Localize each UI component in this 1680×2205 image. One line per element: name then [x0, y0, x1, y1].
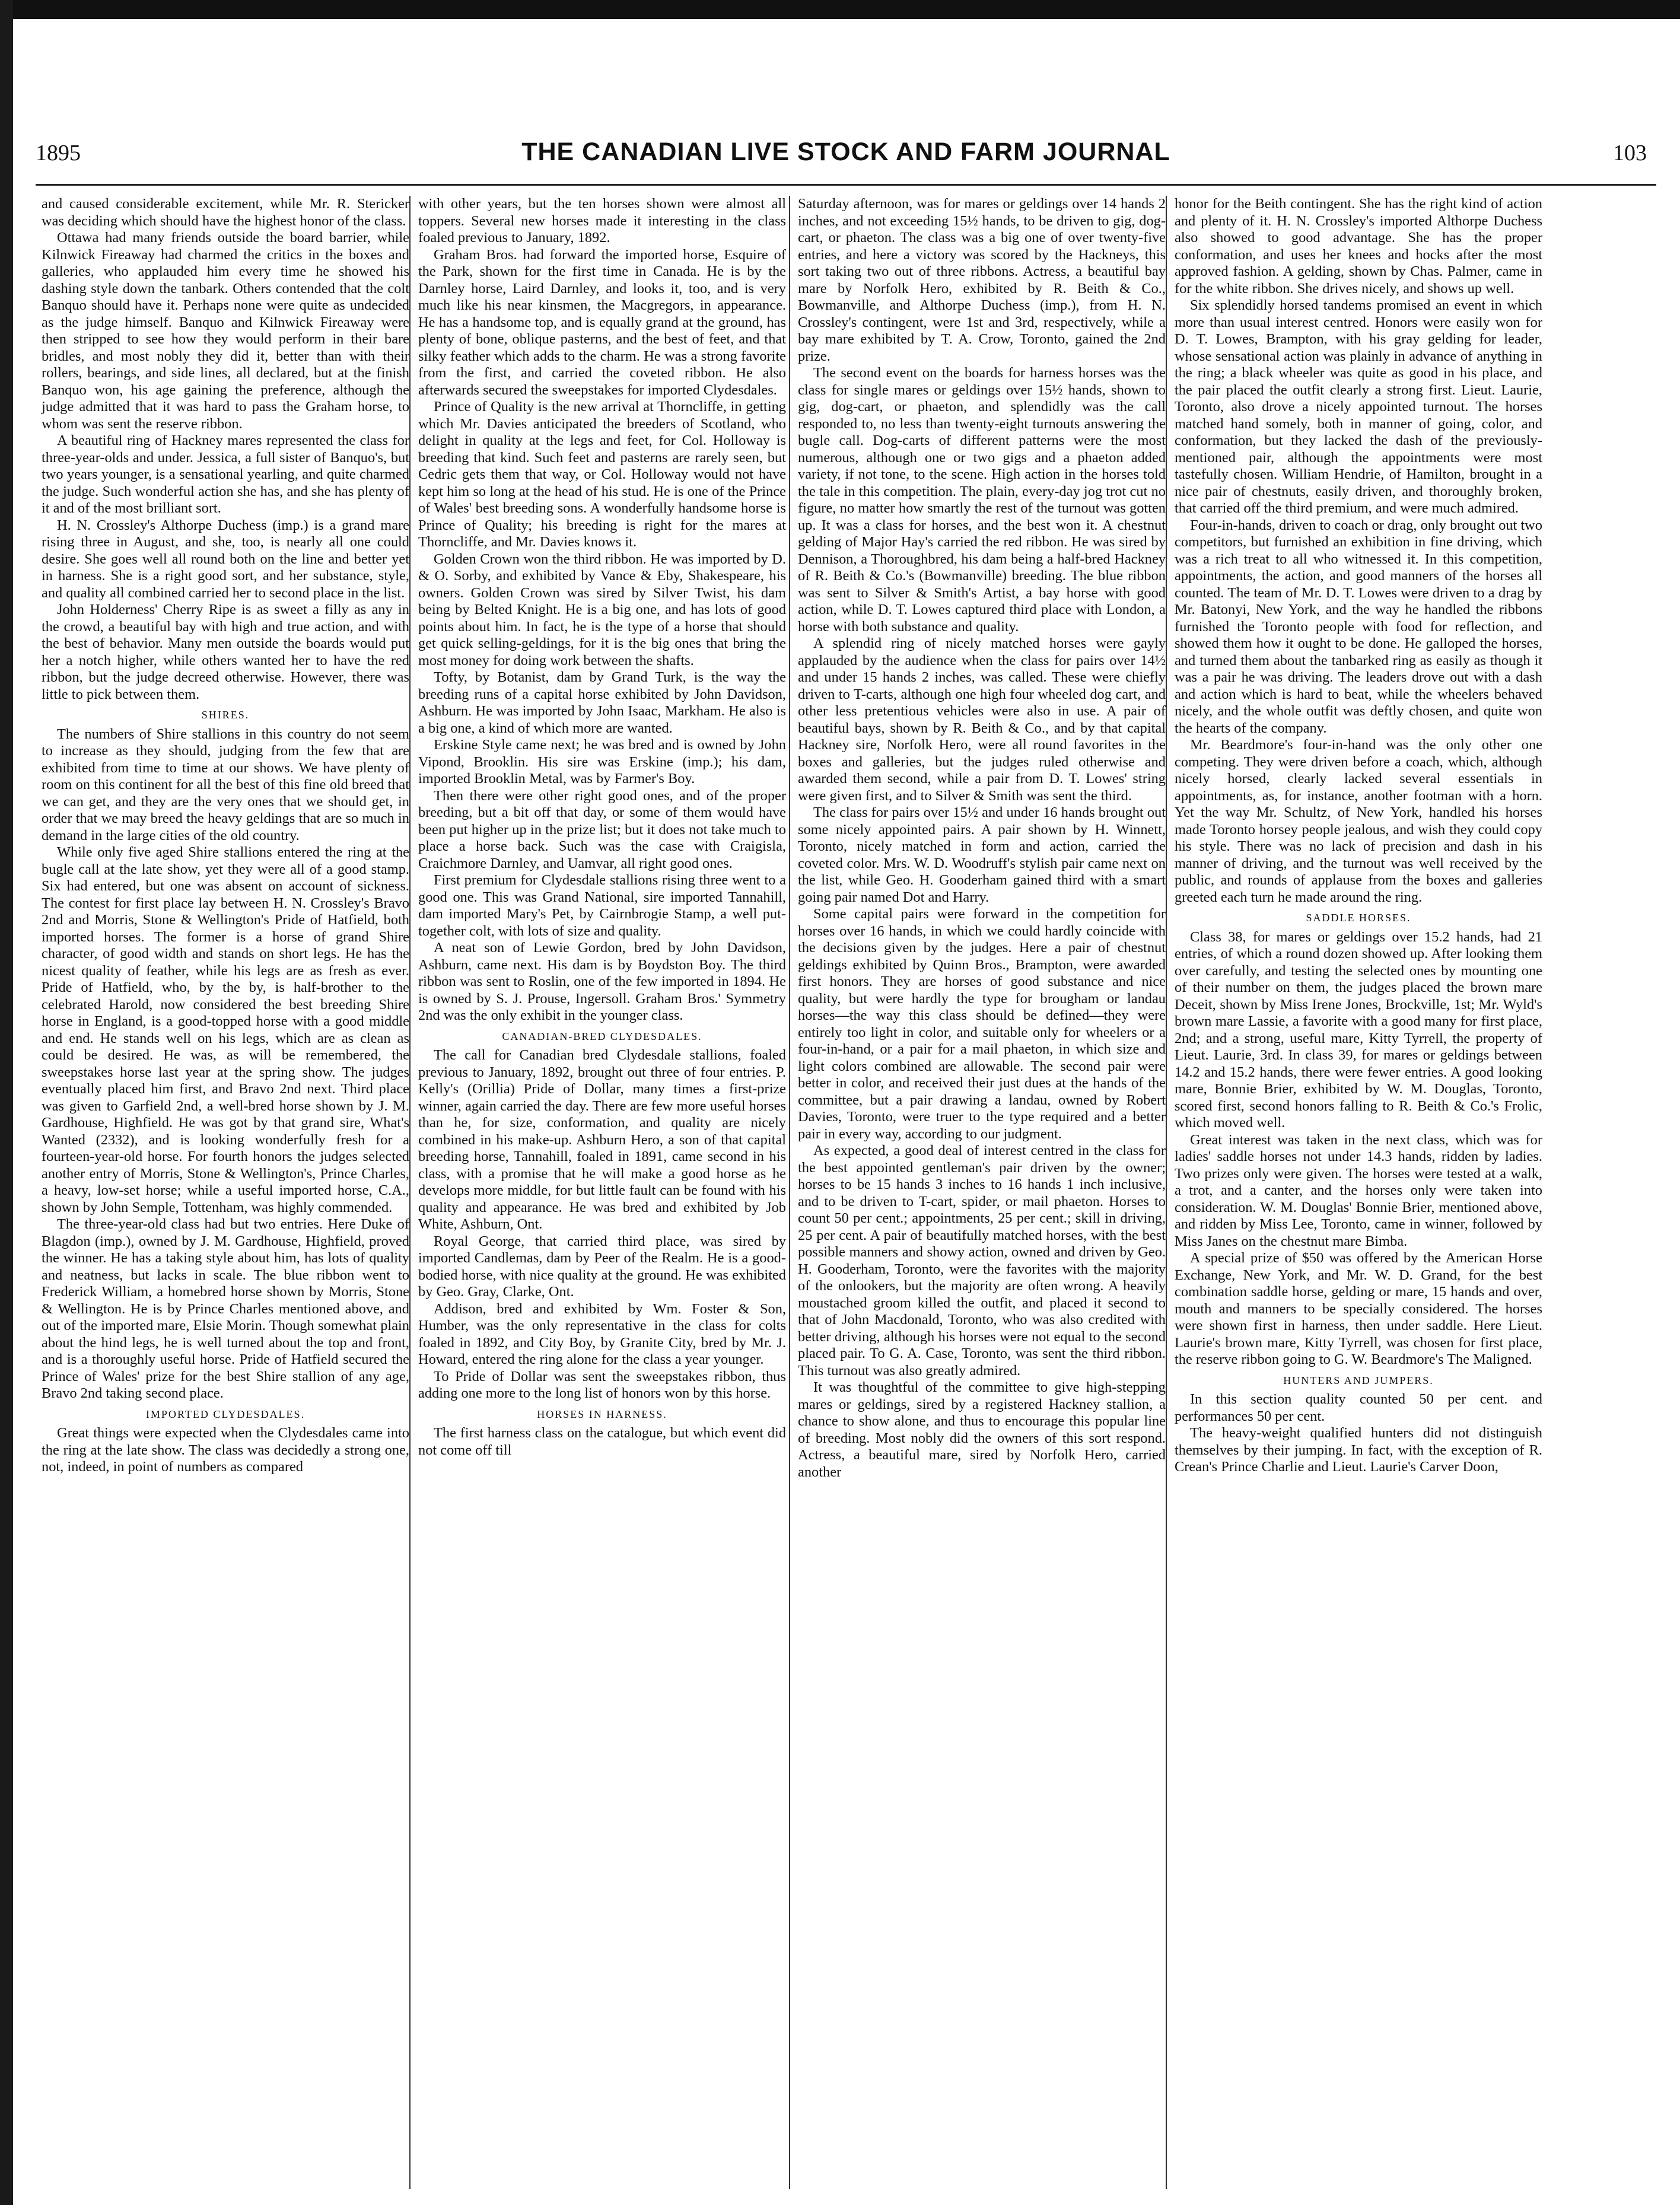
paragraph: The heavy-weight qualified hunters did not distinguish themselves by their jumping. In fact, with the exception of R. Crean's Prince Charlie and Lieut. Laurie's Carver Doon, [1175, 1425, 1542, 1475]
paragraph: A neat son of Lewie Gordon, bred by John Davidson, Ashburn, came next. His dam is by Boydston Boy. The third ribbon was sent to Roslin, one of the few imported in 1894. He is owned by S. J. Prouse, Ingersoll. Graham Bros.' Symmetry 2nd was the only exhibit in the younger class. [418, 940, 786, 1023]
paragraph: A special prize of $50 was offered by the American Horse Exchange, New York, and Mr. W. D. Grand, for the best combination saddle horse, gelding or mare, 15 hands and over, mouth and manners to be specially considered. The horses were shown first in harness, then under saddle. Here Lieut. Laurie's brown mare, Kitty Tyrrell, was chosen for first place, the reserve ribbon going to G. W. Beardmore's The Maligned. [1175, 1250, 1542, 1367]
section-heading: HUNTERS AND JUMPERS. [1283, 1374, 1434, 1386]
scan-edge-top [0, 0, 1680, 19]
paragraph: Class 38, for mares or geldings over 15.2 hands, had 21 entries, of which a round dozen showed up. After looking them over carefully, and testing the selected ones by mounting one of their number on them, the judges placed the brown mare Deceit, shown by Miss Irene Jones, Brockville, 1st; Mr. Wyld's brown mare Lassie, a favorite with a good many for first place, 2nd; and a strong, useful mare, Kitty Tyrrell, the property of Lieut. Laurie, 3rd. In class 39, for mares or geldings between 14.2 and 15.2 hands, there were fewer entries. A good looking mare, Bonnie Brier, exhibited by W. M. Douglas, Toronto, scored first, second honors falling to R. Beith & Co.'s Frolic, which moved well. [1175, 928, 1542, 1131]
paragraph: The class for pairs over 15½ and under 16 hands brought out some nicely appointed pairs. A pair shown by H. Winnett, Toronto, nicely matched in form and action, carried the coveted color. Mrs. W. D. Woodruff's stylish pair came next on the list, while Geo. H. Gooderham gained third with a smart going pair named Dot and Harry. [798, 804, 1166, 905]
column-4 [1175, 196, 1542, 1476]
paragraph: Tofty, by Botanist, dam by Grand Turk, is the way the breeding runs of a capital horse exhibited by John Davidson, Ashburn. He was imported by John Isaac, Markham. He also is a big one, a kind of which more are wanted. [418, 669, 786, 736]
paragraph: A splendid ring of nicely matched horses were gayly applauded by the audience when the class for pairs over 14½ and under 15 hands 2 inches, was called. These were chiefly driven to T-carts, although one high four wheeled dog cart, and other less pretentious vehicles were also in use. A pair of beautiful bays, shown by R. Beith & Co., and by that capital Hackney sire, Norfolk Hero, were all round favorites in the boxes and galleries, but the judges ruled otherwise and awarded them second, while a pair from D. T. Lowes' string were given first, and to Silver & Smith was sent the third. [798, 635, 1166, 804]
paragraph: John Holderness' Cherry Ripe is as sweet a filly as any in the crowd, a beautiful bay with high and true action, and with the best of behavior. Many men outside the boards would put her a notch higher, while others wanted her to have the red ribbon, but the judge decreed otherwise. However, there was little to pick between them. [42, 602, 409, 702]
paragraph: Graham Bros. had forward the imported horse, Esquire of the Park, shown for the first time in Canada. He is by the Darnley horse, Laird Darnley, and looks it, too, and is very much like his near kinsmen, the Macgregors, in appearance. He has a handsome top, and is equally grand at the ground, has plenty of bone, oblique pasterns, and the best of feet, and that silky feather which adds to the charm. He was a strong favorite from the first, and carried the coveted ribbon. He also afterwards secured the sweepstakes for imported Clydesdales. [418, 246, 786, 398]
column-2 [418, 196, 786, 1459]
paragraph: It was thoughtful of the committee to give high-stepping mares or geldings, sired by a registered Hackney stallion, a chance to show alone, and thus to encourage this popular line of breeding. Most nobly did the owners of this sort respond. Actress, a beautiful mare, sired by Norfolk Hero, carried another [798, 1379, 1166, 1480]
paragraph: In this section quality counted 50 per cent. and performances 50 per cent. [1175, 1391, 1542, 1424]
paragraph: Ottawa had many friends outside the board barrier, while Kilnwick Fireaway had charmed the critics in the boxes and galleries, who applauded him every time he showed his dashing style down the tanbark. Others contended that the colt Banquo should have it. Perhaps none were quite as undecided as the judge himself. Banquo and Kilnwick Fireaway were then stripped to see how they would perform in their bare bridles, and most nobly they did it, better than with their rollers, bearings, and side lines, all declared, but at the finish Banquo won, his age gaining the preference, although the judge admitted that it was hard to pass the Graham horse, to whom was sent the reserve ribbon. [42, 230, 409, 432]
page-year: 1895 [36, 141, 81, 166]
section-heading: HORSES IN HARNESS. [537, 1408, 667, 1420]
paragraph: Then there were other right good ones, and of the proper breeding, but a bit off that day, or some of them would have been put higher up in the prize list; but it does not take much to place a horse back. Such was the case with Craigisla, Craichmore Darnley, and Uamvar, all right good ones. [418, 787, 786, 871]
paragraph: Great interest was taken in the next class, which was for ladies' saddle horses not under 14.3 hands, ridden by ladies. Two prizes only were given. The horses were tested at a walk, a trot, and a canter, and the horses only were taken into consideration. W. M. Douglas' Bonnie Brier, mentioned above, and ridden by Miss Lee, Toronto, came in winner, followed by Miss Janes on the chestnut mare Bimba. [1175, 1131, 1542, 1249]
column-divider [789, 196, 790, 2189]
section-heading: IMPORTED CLYDESDALES. [145, 1408, 306, 1420]
paragraph: While only five aged Shire stallions entered the ring at the bugle call at the late show, yet they were all of a good stamp. Six had entered, but one was absent on account of sickness. The contest for first place lay between H. N. Crossley's Bravo 2nd and Morris, Stone & Wellington's Pride of Hatfield, both imported horses. The former is a horse of grand Shire character, of good width and stands on short legs. He has the nicest quality of feather, while his legs are as fresh as ever. Pride of Hatfield, who, by the by, is half-brother to the celebrated Harold, now considered the best breeding Shire horse in England, is a good-topped horse with a good middle and end. He stands well on his legs, which are as clean as could be desired. He was, as will be remembered, the sweepstakes horse last year at the spring show. The judges eventually placed him first, and Bravo 2nd next. Third place was given to Garfield 2nd, a well-bred horse shown by J. M. Gardhouse, Highfield. He was got by that grand sire, What's Wanted (2332), and is looking wonderfully fresh for a fourteen-year-old horse. For fourth honors the judges selected another entry of Morris, Stone & Wellington's, Prince Charles, a heavy, low-set horse; while a useful imported horse, C.A., shown by John Semple, Tottenham, was highly commended. [42, 844, 409, 1216]
paragraph: Prince of Quality is the new arrival at Thorncliffe, in getting which Mr. Davies anticipated the breeders of Scotland, who delight in quality at the legs and feet, for Col. Holloway is breeding that kind. Such feet and pasterns are rarely seen, but Cedric gets them that way, or Col. Holloway would not have kept him so long at the head of his stud. He is one of the Prince of Wales' best breeding sons. A wonderfully handsome horse is Prince of Quality; his breeding is right for the mares at Thorncliffe, and Mr. Davies knows it. [418, 399, 786, 550]
column-3 [798, 196, 1166, 1481]
paragraph: The call for Canadian bred Clydesdale stallions, foaled previous to January, 1892, brought out three of four entries. P. Kelly's (Orillia) Pride of Dollar, many times a first-prize winner, again carried the day. There are few more useful horses than he, for size, conformation, and quality are nicely combined in his make-up. Ashburn Hero, a son of that capital breeding horse, Tannahill, foaled in 1891, came second in his class, with a promise that he will make a good horse as he develops more middle, for but little fault can be found with his quality and appearance. He was bred and exhibited by Job White, Ashburn, Ont. [418, 1047, 786, 1232]
paragraph: H. N. Crossley's Althorpe Duchess (imp.) is a grand mare rising three in August, and she, too, is nearly all one could desire. She goes well all round both on the line and better yet in harness. She is a right good sort, and her substance, style, and quality all combined carried her to second place in the list. [42, 517, 409, 601]
scan-edge-left [0, 0, 13, 2205]
paragraph: First premium for Clydesdale stallions rising three went to a good one. This was Grand National, sire imported Tannahill, dam imported Mary's Pet, by Cairnbrogie Stamp, a well put-together colt, with lots of size and quality. [418, 872, 786, 939]
paragraph: The three-year-old class had but two entries. Here Duke of Blagdon (imp.), owned by J. M. Gardhouse, Highfield, proved the winner. He has a taking style about him, has lots of quality and neatness, but lacks in scale. The blue ribbon went to Frederick William, a homebred horse shown by Morris, Stone & Wellington. He is by Prince Charles mentioned above, and out of the imported mare, Elsie Morin. Though somewhat plain about the hind legs, he is well turned about the top and front, and is a thoroughly useful horse. Pride of Hatfield secured the Prince of Wales' prize for the best Shire stallion of any age, Bravo 2nd taking second place. [42, 1216, 409, 1401]
column-divider [1166, 196, 1167, 2189]
paragraph: A beautiful ring of Hackney mares represented the class for three-year-olds and under. Jessica, a full sister of Banquo's, but two years younger, is a sensational yearling, and quite charmed the judge. Such wonderful action she has, and she has plenty of it and of the most brilliant sort. [42, 432, 409, 516]
paragraph: Great things were expected when the Clydesdales came into the ring at the late show. The class was decidedly a strong one, not, indeed, in point of numbers as compared [42, 1425, 409, 1475]
paragraph: The first harness class on the catalogue, but which event did not come off till [418, 1425, 786, 1458]
paragraph: Royal George, that carried third place, was sired by imported Candlemas, dam by Peer of the Realm. He is a good-bodied horse, with nice quality at the ground. He was exhibited by Geo. Gray, Clarke, Ont. [418, 1233, 786, 1300]
column-1 [42, 196, 409, 1476]
paragraph: honor for the Beith contingent. She has the right kind of action and plenty of it. H. N. Crossley's imported Althorpe Duchess also showed to good advantage. She has the proper conformation, and uses her knees and hocks after the most approved fashion. A gelding, shown by Chas. Palmer, came in for the white ribbon. She drives nicely, and shows up well. [1175, 196, 1542, 297]
section-heading: CANADIAN-BRED CLYDESDALES. [502, 1030, 702, 1042]
paragraph: Golden Crown won the third ribbon. He was imported by D. & O. Sorby, and exhibited by Vance & Eby, Shakespeare, his owners. Golden Crown was sired by Silver Twist, his dam being by Belted Knight. He is a big one, and has lots of good points about him. In fact, he is the type of a horse that should get quick selling-geldings, for it is the big ones that bring the most money for doing work between the shafts. [418, 551, 786, 669]
paragraph: Addison, bred and exhibited by Wm. Foster & Son, Humber, was the only representative in the class for colts foaled in 1892, and City Boy, by Granite City, bred by Mr. J. Howard, entered the ring alone for the class a year younger. [418, 1300, 786, 1367]
page-header [36, 138, 1656, 179]
paragraph: Saturday afternoon, was for mares or geldings over 14 hands 2 inches, and not exceeding 15½ hands, to be driven to gig, dog-cart, or phaeton. The class was a big one of over twenty-five entries, and here a victory was scored by the Hackneys, this sort taking two out of three ribbons. Actress, a beautiful bay mare by Norfolk Hero, exhibited by R. Beith & Co., Bowmanville, and Althorpe Duchess (imp.), from H. N. Crossley's contingent, were 1st and 3rd, respectively, while a bay mare exhibited by T. A. Crow, Toronto, gained the 2nd prize. [798, 196, 1166, 364]
paragraph: Mr. Beardmore's four-in-hand was the only other one competing. They were driven before a coach, which, although nicely horsed, clearly lacked several essentials in appointments, as, for instance, another footman with a horn. Yet the way Mr. Schultz, of New York, handled his horses made Toronto horsey people jealous, and wish they could copy his style. There was no lack of precision and dash in his manner of driving, and the turnout was well received by the public, and rounds of applause from the boxes and galleries greeted each turn he made around the ring. [1175, 737, 1542, 905]
page-number: 103 [1613, 141, 1647, 166]
section-heading: SADDLE HORSES. [1306, 912, 1411, 924]
section-heading: SHIRES. [201, 709, 250, 721]
paragraph: Some capital pairs were forward in the competition for horses over 16 hands, in which we could hardly coincide with the decisions given by the judges. Here a pair of chestnut geldings exhibited by Quinn Bros., Brampton, were awarded first honors. They are horses of good substance and nice quality, but were hardly the type for brougham or landau horses—the way this class should be defined—they were entirely too light in color, and suitable only for wheelers or a four-in-hand, or a pair for a mail phaeton, in which size and light colors combined are allowable. The second pair were better in color, and received their just dues at the hands of the committee, but a pair drawing a landau, owned by Robert Davies, Toronto, were truer to the type required and a better pair in every way, according to our judgment. [798, 906, 1166, 1142]
column-divider [409, 196, 411, 2189]
paragraph: and caused considerable excitement, while Mr. R. Stericker was deciding which should have the highest honor of the class. [42, 196, 409, 229]
paragraph: Erskine Style came next; he was bred and is owned by John Vipond, Brooklin. His sire was Erskine (imp.); his dam, imported Brooklin Metal, was by Farmer's Boy. [418, 737, 786, 787]
paragraph: The second event on the boards for harness horses was the class for single mares or geldings over 15½ hands, shown to gig, dog-cart, or phaeton, and splendidly was the call responded to, no less than twenty-eight turnouts answering the bugle call. Dog-carts of different patterns were the most numerous, although one or two gigs and a phaeton added variety, if not tone, to the scene. High action in the horses told the tale in this competition. The plain, every-day jog trot cut no figure, no matter how smartly the rest of the turnout was gotten up. It was a class for horses, and the best won it. A chestnut gelding of Major Hay's carried the red ribbon. He was sired by Dennison, a Thoroughbred, his dam being a half-bred Hackney of R. Beith & Co.'s (Bowmanville) breeding. The blue ribbon was sent to Silver & Smith's Artist, a bay horse with good action, while D. T. Lowes captured third place with London, a horse with both substance and quality. [798, 365, 1166, 635]
paragraph: As expected, a good deal of interest centred in the class for the best appointed gentleman's pair driven by the owner; horses to be 15 hands 3 inches to 16 hands 1 inch inclusive, and to be driven to T-cart, spider, or mail phaeton. Horses to count 50 per cent.; appointments, 25 per cent.; skill in driving, 25 per cent. A pair of beautifully matched horses, with the best possible manners and showy action, owned and driven by Geo. H. Gooderham, Toronto, were the favorites with the majority of the onlookers, but the majority are often wrong. A heavily moustached groom killed the outfit, and placed it second to that of John Macdonald, Toronto, who was also credited with better driving, although his horses were not equal to the second placed pair. To G. A. Case, Toronto, was sent the third ribbon. This turnout was also greatly admired. [798, 1143, 1166, 1379]
paragraph: To Pride of Dollar was sent the sweepstakes ribbon, thus adding one more to the long list of honors won by this horse. [418, 1368, 786, 1401]
paragraph: with other years, but the ten horses shown were almost all toppers. Several new horses made it interesting in the class foaled previous to January, 1892. [418, 196, 786, 246]
journal-title: THE CANADIAN LIVE STOCK AND FARM JOURNAL [521, 138, 1170, 166]
paragraph: The numbers of Shire stallions in this country do not seem to increase as they should, judging from the few that are exhibited from time to time at our shows. We have plenty of room on this continent for all the best of this fine old breed that we can get, and they are the very ones that we should get, in order that we may breed the heavy geldings that are so much in demand in the large cities of the old country. [42, 726, 409, 844]
paragraph: Six splendidly horsed tandems promised an event in which more than usual interest centred. Honors were easily won for D. T. Lowes, Brampton, with his gray gelding for leader, whose sensational action was plainly in advance of anything in the ring; a black wheeler was quite as good in his place, and the pair placed the outfit clearly a strong first. Lieut. Laurie, Toronto, also drove a nicely appointed turnout. The horses matched hand somely, both in manner of going, color, and conformation, but they lacked the dash of the previously-mentioned pair, although the appointments were most tastefully chosen. William Hendrie, of Hamilton, brought in a nice pair of chestnuts, easily driven, and thoroughly broken, that carried off the third premium, and were much admired. [1175, 297, 1542, 516]
paragraph: Four-in-hands, driven to coach or drag, only brought out two competitors, but furnished an exhibition in fine driving, which was a rich treat to all who witnessed it. In this competition, appointments, the action, and good manners of the horses all counted. The team of Mr. D. T. Lowes were driven to a drag by Mr. Batonyi, New York, and the way he handled the ribbons furnished the Toronto people with food for reflection, and showed them how it ought to be done. He galloped the horses, and turned them about the tanbarked ring as easily as though it was a pair he was driving. The leaders drove out with a dash and action which is hard to beat, while the wheelers behaved nicely, and the whole outfit was deftly chosen, and quite won the hearts of the company. [1175, 517, 1542, 736]
header-rule [36, 184, 1656, 186]
